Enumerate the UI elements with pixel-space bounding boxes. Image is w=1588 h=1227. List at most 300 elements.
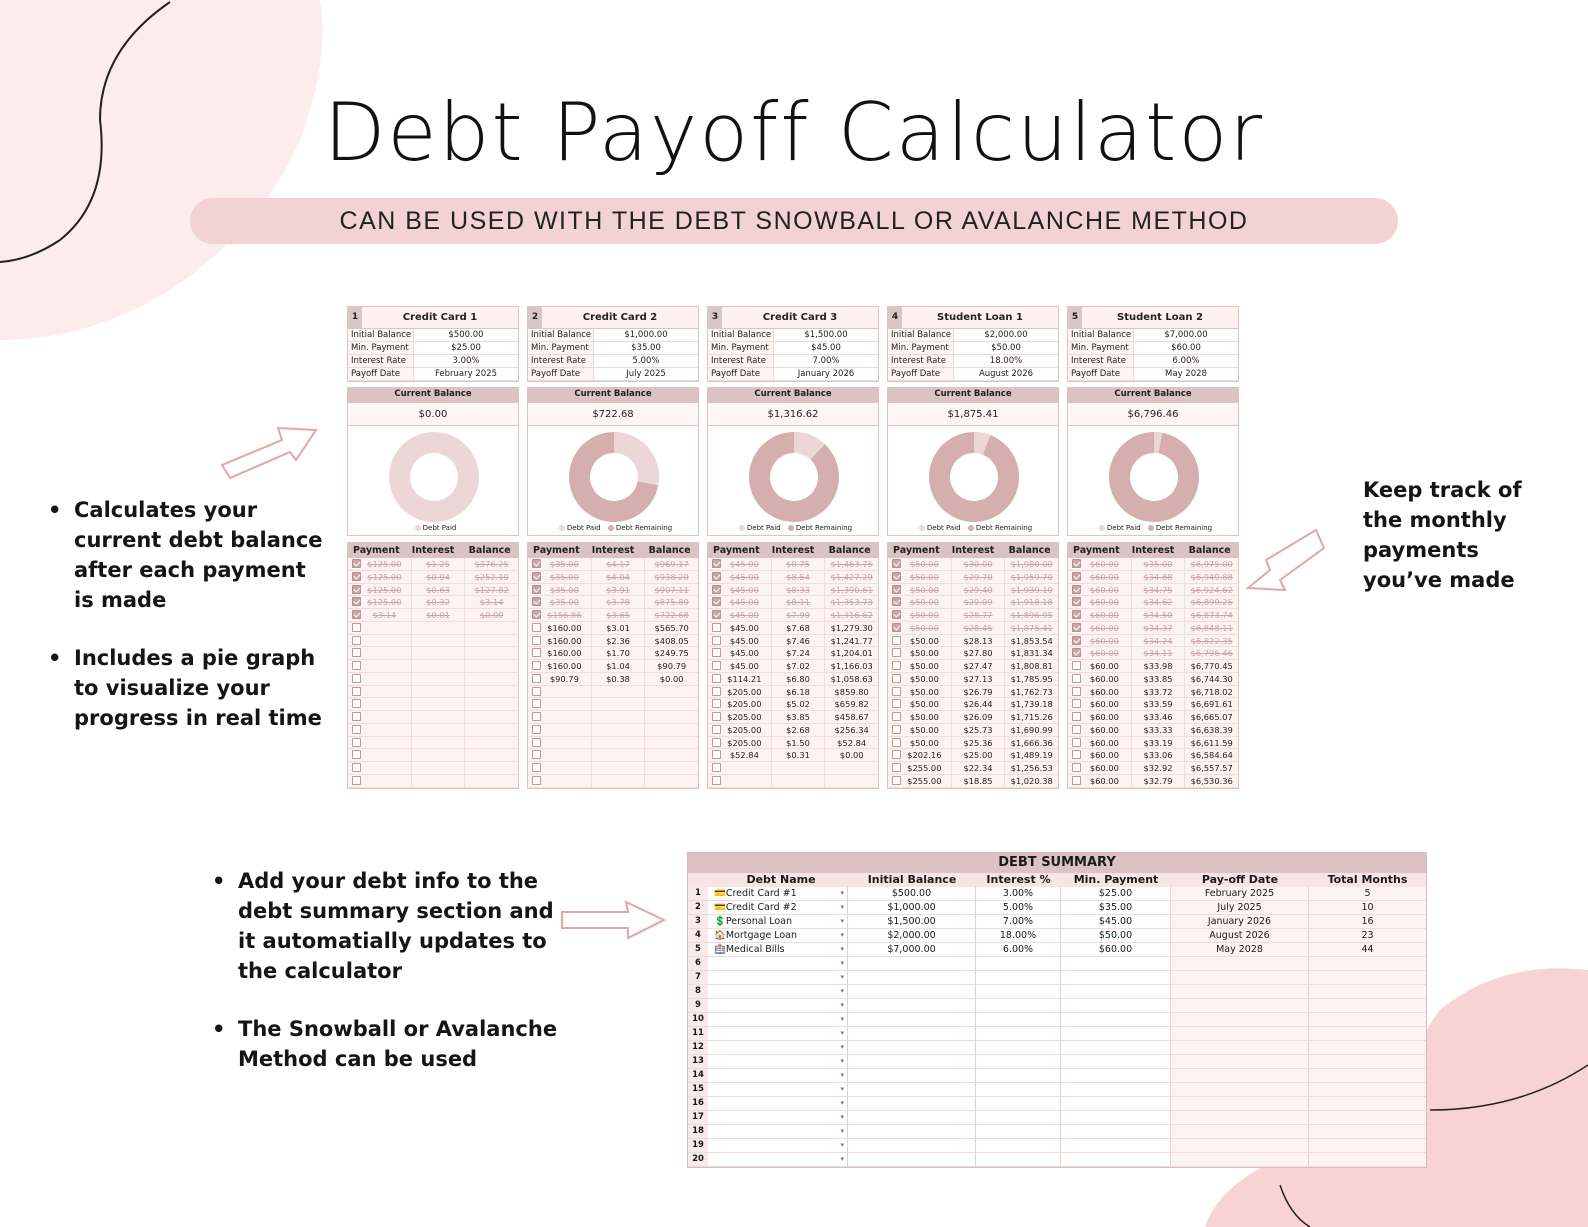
payment-amount: $156.86 (528, 609, 592, 621)
payment-amount: $125.00 (348, 571, 412, 583)
payment-checkbox[interactable] (532, 674, 541, 683)
dropdown-arrow-icon[interactable]: ▾ (840, 1029, 844, 1037)
payment-checkbox[interactable] (712, 725, 721, 734)
payment-checkbox[interactable] (1072, 623, 1081, 632)
payment-row (708, 596, 878, 609)
feature-item: • The Snowball or Avalanche Method can be used (212, 1014, 572, 1074)
dropdown-arrow-icon[interactable]: ▾ (840, 959, 844, 967)
payment-checkbox[interactable] (1072, 750, 1081, 759)
current-balance-value: $722.68 (527, 402, 699, 426)
initial-balance-cell[interactable] (848, 971, 976, 984)
balance-amount: $1,980.00 (1010, 559, 1053, 569)
payment-checkbox[interactable] (532, 636, 541, 645)
payment-checkbox[interactable] (892, 725, 901, 734)
payment-checkbox[interactable] (532, 776, 541, 785)
interest-cell[interactable]: 6.00% (976, 943, 1061, 956)
info-value: $500.00 (448, 330, 484, 340)
initial-balance-cell[interactable] (848, 1055, 976, 1068)
initial-balance-cell[interactable] (848, 1027, 976, 1040)
min-payment-cell[interactable] (1061, 1097, 1171, 1110)
dropdown-arrow-icon[interactable]: ▾ (840, 987, 844, 995)
payment-row (888, 737, 1058, 750)
payment-checkbox[interactable] (532, 597, 541, 606)
payment-amount: $35.00 (528, 596, 592, 608)
total-months-cell (1309, 1069, 1426, 1082)
interest-amount: $34.88 (1132, 571, 1186, 583)
debt-card (347, 306, 519, 789)
payment-row (1068, 647, 1238, 660)
payment-checkbox[interactable] (352, 610, 361, 619)
dropdown-arrow-icon[interactable]: ▾ (840, 1127, 844, 1135)
total-months-cell (1309, 957, 1426, 970)
payment-row (708, 647, 878, 660)
pie-hole (590, 453, 638, 501)
payment-checkbox[interactable] (712, 559, 721, 568)
interest-cell[interactable] (976, 1153, 1061, 1166)
interest-amount: $32.92 (1132, 762, 1186, 774)
progress-pie-chart (347, 426, 519, 536)
interest-cell[interactable]: 3.00% (976, 887, 1061, 900)
payment-amount: $45.00 (708, 660, 772, 672)
payment-checkbox[interactable] (1072, 725, 1081, 734)
debt-name-select[interactable]: 💳Credit Card #1 ▾ (708, 887, 848, 900)
min-payment-cell[interactable] (1061, 1055, 1171, 1068)
initial-balance-cell[interactable] (848, 1097, 976, 1110)
payment-amount: $50.00 (888, 673, 952, 685)
min-payment-cell[interactable] (1061, 1125, 1171, 1138)
interest-amount: $2.68 (772, 724, 826, 736)
payment-checkbox[interactable] (1072, 661, 1081, 670)
payment-row (528, 558, 698, 571)
payment-checkbox[interactable] (892, 661, 901, 670)
payment-row-empty (528, 711, 698, 724)
info-row (708, 342, 878, 355)
min-payment-cell[interactable]: $25.00 (1061, 887, 1171, 900)
payment-checkbox[interactable] (352, 750, 361, 759)
payment-checkbox[interactable] (1072, 687, 1081, 696)
payment-checkbox[interactable] (892, 610, 901, 619)
legend-remaining: Debt Remaining (975, 524, 1033, 532)
dropdown-arrow-icon[interactable]: ▾ (840, 889, 844, 897)
min-payment-cell[interactable] (1061, 1069, 1171, 1082)
payment-checkbox[interactable] (352, 725, 361, 734)
summary-row (688, 985, 1426, 999)
payment-checkbox[interactable] (532, 763, 541, 772)
debt-name-select[interactable]: 💲Personal Loan ▾ (708, 915, 848, 928)
row-number: 3 (688, 915, 708, 928)
payment-checkbox[interactable] (352, 597, 361, 606)
payment-checkbox[interactable] (892, 699, 901, 708)
payment-checkbox[interactable] (1072, 763, 1081, 772)
interest-amount: $34.50 (1132, 609, 1186, 621)
header-min-payment: Min. Payment (1073, 873, 1159, 886)
info-value: $60.00 (1171, 343, 1201, 353)
payment-row (708, 584, 878, 597)
initial-balance-cell[interactable] (848, 957, 976, 970)
info-label: Initial Balance (528, 329, 594, 341)
payment-checkbox[interactable] (532, 738, 541, 747)
debt-name-select[interactable] (708, 1055, 848, 1068)
dropdown-arrow-icon[interactable]: ▾ (840, 1085, 844, 1093)
payment-checkbox[interactable] (1072, 699, 1081, 708)
interest-amount: $26.79 (952, 686, 1006, 698)
payment-checkbox[interactable] (1072, 636, 1081, 645)
payment-checkbox[interactable] (532, 712, 541, 721)
debt-name-select[interactable] (708, 971, 848, 984)
current-balance-value: $0.00 (347, 402, 519, 426)
payment-amount: $45.00 (708, 622, 772, 634)
payment-row (708, 749, 878, 762)
progress-pie-chart (527, 426, 699, 536)
dropdown-arrow-icon[interactable]: ▾ (840, 1015, 844, 1023)
payment-row (528, 622, 698, 635)
interest-amount: $32.79 (1132, 775, 1186, 787)
payment-amount: $45.00 (708, 609, 772, 621)
debt-name-select[interactable] (708, 1083, 848, 1096)
payment-checkbox[interactable] (352, 559, 361, 568)
payment-checkbox[interactable] (352, 699, 361, 708)
dropdown-arrow-icon[interactable]: ▾ (840, 1057, 844, 1065)
interest-cell[interactable] (976, 985, 1061, 998)
payment-row (708, 571, 878, 584)
payment-row (1068, 635, 1238, 648)
initial-balance-cell[interactable] (848, 1125, 976, 1138)
info-row (888, 329, 1058, 342)
interest-cell[interactable] (976, 1139, 1061, 1152)
initial-balance-cell[interactable]: $7,000.00 (848, 943, 976, 956)
min-payment-cell[interactable]: $50.00 (1061, 929, 1171, 942)
payment-row-empty (348, 686, 518, 699)
payment-checkbox[interactable] (352, 776, 361, 785)
payment-amount: $45.00 (708, 596, 772, 608)
payment-checkbox[interactable] (712, 674, 721, 683)
dropdown-arrow-icon[interactable]: ▾ (840, 945, 844, 953)
dropdown-arrow-icon[interactable]: ▾ (840, 917, 844, 925)
initial-balance-cell[interactable]: $2,000.00 (848, 929, 976, 942)
payment-checkbox[interactable] (892, 623, 901, 632)
min-payment-cell[interactable] (1061, 1027, 1171, 1040)
debt-name-select[interactable] (708, 1097, 848, 1110)
payment-amount: $60.00 (1068, 724, 1132, 736)
payment-checkbox[interactable] (352, 661, 361, 670)
initial-balance-cell[interactable] (848, 999, 976, 1012)
debt-name-select[interactable]: 🏠Mortgage Loan ▾ (708, 929, 848, 942)
summary-row (688, 1111, 1426, 1125)
interest-amount: $5.02 (772, 698, 826, 710)
info-row (528, 355, 698, 368)
initial-balance-cell[interactable] (848, 1111, 976, 1124)
min-payment-cell[interactable] (1061, 1013, 1171, 1026)
payment-amount: $255.00 (888, 775, 952, 787)
payment-checkbox[interactable] (532, 610, 541, 619)
payment-amount: $35.00 (528, 558, 592, 570)
payment-checkbox[interactable] (352, 648, 361, 657)
interest-cell[interactable] (976, 1055, 1061, 1068)
payment-checkbox[interactable] (532, 648, 541, 657)
dropdown-arrow-icon[interactable]: ▾ (840, 973, 844, 981)
payment-row (528, 584, 698, 597)
payment-row (1068, 558, 1238, 571)
debt-name-select[interactable] (708, 999, 848, 1012)
payment-row-empty (528, 762, 698, 775)
balance-amount: $6,770.45 (1190, 661, 1233, 671)
payment-checkbox[interactable] (892, 750, 901, 759)
dropdown-arrow-icon[interactable]: ▾ (840, 1113, 844, 1121)
card-name: Credit Card 1 (402, 312, 478, 323)
initial-balance-cell[interactable] (848, 1153, 976, 1166)
min-payment-cell[interactable] (1061, 985, 1171, 998)
interest-cell[interactable] (976, 1041, 1061, 1054)
page-title: Debt Payoff Calculator (323, 86, 1265, 179)
payment-checkbox[interactable] (532, 559, 541, 568)
row-number: 14 (688, 1069, 708, 1082)
dropdown-arrow-icon[interactable]: ▾ (840, 931, 844, 939)
payment-checkbox[interactable] (892, 585, 901, 594)
payment-checkbox[interactable] (892, 687, 901, 696)
interest-amount: $33.59 (1132, 698, 1186, 710)
min-payment-cell[interactable] (1061, 999, 1171, 1012)
payment-checkbox[interactable] (892, 738, 901, 747)
payment-checkbox[interactable] (892, 572, 901, 581)
payment-checkbox[interactable] (712, 699, 721, 708)
balance-amount: $6,924.62 (1190, 584, 1233, 595)
interest-amount: $7.24 (772, 647, 826, 659)
interest-cell[interactable] (976, 1125, 1061, 1138)
payment-checkbox[interactable] (712, 776, 721, 785)
info-value: $50.00 (991, 343, 1021, 353)
payment-checkbox[interactable] (892, 648, 901, 657)
min-payment-cell[interactable] (1061, 971, 1171, 984)
payment-checkbox[interactable] (532, 585, 541, 594)
row-number: 10 (688, 1013, 708, 1026)
debt-name-select[interactable] (708, 1041, 848, 1054)
debt-name-select[interactable] (708, 1013, 848, 1026)
payment-checkbox[interactable] (532, 699, 541, 708)
payment-checkbox[interactable] (352, 687, 361, 696)
payment-checkbox[interactable] (892, 636, 901, 645)
payment-checkbox[interactable] (352, 738, 361, 747)
payment-row-empty (708, 775, 878, 788)
payment-checkbox[interactable] (532, 750, 541, 759)
min-payment-cell[interactable] (1061, 1083, 1171, 1096)
debt-name-select[interactable] (708, 1069, 848, 1082)
payment-amount: $45.00 (708, 647, 772, 659)
initial-balance-cell[interactable]: $500.00 (848, 887, 976, 900)
payment-checkbox[interactable] (1072, 776, 1081, 785)
dropdown-arrow-icon[interactable]: ▾ (840, 903, 844, 911)
dropdown-arrow-icon[interactable]: ▾ (840, 1141, 844, 1149)
payment-checkbox[interactable] (532, 687, 541, 696)
balance-amount: $6,557.57 (1190, 763, 1233, 773)
donut-chart (389, 432, 479, 522)
payment-checkbox[interactable] (712, 738, 721, 747)
interest-cell[interactable] (976, 971, 1061, 984)
interest-cell[interactable]: 5.00% (976, 901, 1061, 914)
payment-checkbox[interactable] (352, 763, 361, 772)
payment-checkbox[interactable] (712, 661, 721, 670)
payment-checkbox[interactable] (352, 636, 361, 645)
debt-name-select[interactable]: 💳Credit Card #2 ▾ (708, 901, 848, 914)
payment-row-empty (528, 737, 698, 750)
payment-checkbox[interactable] (532, 725, 541, 734)
payment-amount: $60.00 (1068, 775, 1132, 787)
payment-amount: $60.00 (1068, 571, 1132, 583)
current-balance-value: $1,875.41 (887, 402, 1059, 426)
initial-balance-cell[interactable] (848, 1041, 976, 1054)
interest-cell[interactable] (976, 1013, 1061, 1026)
total-months-cell: 5 (1309, 887, 1426, 900)
payment-checkbox[interactable] (532, 572, 541, 581)
min-payment-cell[interactable] (1061, 1041, 1171, 1054)
balance-amount: $6,530.36 (1190, 775, 1233, 786)
payment-checkbox[interactable] (712, 712, 721, 721)
payment-checkbox[interactable] (1072, 559, 1081, 568)
interest-cell[interactable] (976, 957, 1061, 970)
row-number: 11 (688, 1027, 708, 1040)
interest-amount: $33.19 (1132, 737, 1186, 749)
summary-row (688, 1083, 1426, 1097)
payment-checkbox[interactable] (892, 559, 901, 568)
balance-amount: $0.00 (659, 673, 684, 684)
min-payment-cell[interactable] (1061, 1153, 1171, 1166)
initial-balance-cell[interactable]: $1,500.00 (848, 915, 976, 928)
payment-checkbox[interactable] (712, 750, 721, 759)
min-payment-cell[interactable] (1061, 1111, 1171, 1124)
payment-checkbox[interactable] (712, 623, 721, 632)
payment-checkbox[interactable] (712, 687, 721, 696)
payment-checkbox[interactable] (1072, 597, 1081, 606)
payment-checkbox[interactable] (1072, 712, 1081, 721)
interest-cell[interactable] (976, 1027, 1061, 1040)
interest-amount: $34.37 (1132, 622, 1186, 634)
min-payment-cell[interactable]: $35.00 (1061, 901, 1171, 914)
payment-amount: $160.00 (528, 635, 592, 647)
info-value: 5.00% (632, 356, 660, 366)
pie-legend (348, 524, 518, 532)
initial-balance-cell[interactable] (848, 1139, 976, 1152)
min-payment-cell[interactable]: $45.00 (1061, 915, 1171, 928)
dropdown-arrow-icon[interactable]: ▾ (840, 1155, 844, 1163)
payment-checkbox[interactable] (532, 623, 541, 632)
payment-checkbox[interactable] (532, 661, 541, 670)
initial-balance-cell[interactable] (848, 1069, 976, 1082)
balance-amount: $6,975.00 (1190, 559, 1233, 569)
row-number: 19 (688, 1139, 708, 1152)
payment-checkbox[interactable] (712, 610, 721, 619)
interest-cell[interactable] (976, 1069, 1061, 1082)
payment-checkbox[interactable] (352, 623, 361, 632)
payment-checkbox[interactable] (1072, 610, 1081, 619)
interest-cell[interactable]: 18.00% (976, 929, 1061, 942)
debt-name-select[interactable] (708, 1153, 848, 1166)
min-payment-cell[interactable] (1061, 1139, 1171, 1152)
interest-cell[interactable] (976, 1097, 1061, 1110)
payment-checkbox[interactable] (352, 585, 361, 594)
total-months-cell (1309, 1125, 1426, 1138)
summary-row (688, 971, 1426, 985)
initial-balance-cell[interactable] (848, 1013, 976, 1026)
debt-name-select[interactable] (708, 1027, 848, 1040)
total-months-cell (1309, 971, 1426, 984)
payment-checkbox[interactable] (1072, 648, 1081, 657)
payment-checkbox[interactable] (712, 597, 721, 606)
info-value: May 2028 (1165, 369, 1207, 379)
payment-checkbox[interactable] (352, 572, 361, 581)
interest-cell[interactable] (976, 1111, 1061, 1124)
debt-name-select[interactable] (708, 1139, 848, 1152)
payment-checkbox[interactable] (892, 776, 901, 785)
payment-row (1068, 622, 1238, 635)
initial-balance-cell[interactable] (848, 985, 976, 998)
payment-amount: $52.84 (708, 749, 772, 761)
initial-balance-cell[interactable] (848, 1083, 976, 1096)
debt-name-select[interactable] (708, 957, 848, 970)
payment-checkbox[interactable] (712, 648, 721, 657)
payment-checkbox[interactable] (712, 763, 721, 772)
info-label: Min. Payment (708, 342, 774, 354)
header-debt-name: Debt Name (746, 873, 816, 886)
payment-amount: $50.00 (888, 647, 952, 659)
payment-checkbox[interactable] (1072, 585, 1081, 594)
balance-amount: $1,959.70 (1010, 571, 1053, 582)
payment-checkbox[interactable] (892, 597, 901, 606)
payment-checkbox[interactable] (712, 585, 721, 594)
payment-checkbox[interactable] (1072, 674, 1081, 683)
initial-balance-cell[interactable]: $1,000.00 (848, 901, 976, 914)
card-header (527, 306, 699, 329)
debt-name-select[interactable]: 🏥Medical Bills ▾ (708, 943, 848, 956)
payment-checkbox[interactable] (352, 674, 361, 683)
payment-checkbox[interactable] (892, 674, 901, 683)
dropdown-arrow-icon[interactable]: ▾ (840, 1071, 844, 1079)
payment-row (888, 711, 1058, 724)
payoff-date-cell (1171, 1069, 1309, 1082)
debt-name-select[interactable] (708, 985, 848, 998)
interest-cell[interactable] (976, 1083, 1061, 1096)
payment-checkbox[interactable] (892, 763, 901, 772)
interest-amount: $3.91 (592, 584, 646, 596)
dropdown-arrow-icon[interactable]: ▾ (840, 1099, 844, 1107)
card-info (1067, 329, 1239, 382)
pie-hole (410, 453, 458, 501)
payment-row (888, 673, 1058, 686)
debt-name-select[interactable] (708, 1125, 848, 1138)
payment-checkbox[interactable] (1072, 738, 1081, 747)
min-payment-cell[interactable] (1061, 957, 1171, 970)
min-payment-cell[interactable]: $60.00 (1061, 943, 1171, 956)
payment-checkbox[interactable] (712, 572, 721, 581)
info-row (348, 329, 518, 342)
dropdown-arrow-icon[interactable]: ▾ (840, 1001, 844, 1009)
payment-amount: $160.00 (528, 622, 592, 634)
dropdown-arrow-icon[interactable]: ▾ (840, 1043, 844, 1051)
payment-amount: $255.00 (888, 762, 952, 774)
info-value: $45.00 (811, 343, 841, 353)
payment-checkbox[interactable] (892, 712, 901, 721)
payment-checkbox[interactable] (1072, 572, 1081, 581)
payment-checkbox[interactable] (712, 636, 721, 645)
row-number: 13 (688, 1055, 708, 1068)
payment-checkbox[interactable] (352, 712, 361, 721)
debt-name-select[interactable] (708, 1111, 848, 1124)
balance-amount: $1,316.62 (830, 610, 873, 620)
donut-chart (749, 432, 839, 522)
info-label: Interest Rate (528, 355, 594, 367)
payment-row (348, 558, 518, 571)
payment-amount: $60.00 (1068, 558, 1132, 570)
interest-cell[interactable]: 7.00% (976, 915, 1061, 928)
interest-cell[interactable] (976, 999, 1061, 1012)
